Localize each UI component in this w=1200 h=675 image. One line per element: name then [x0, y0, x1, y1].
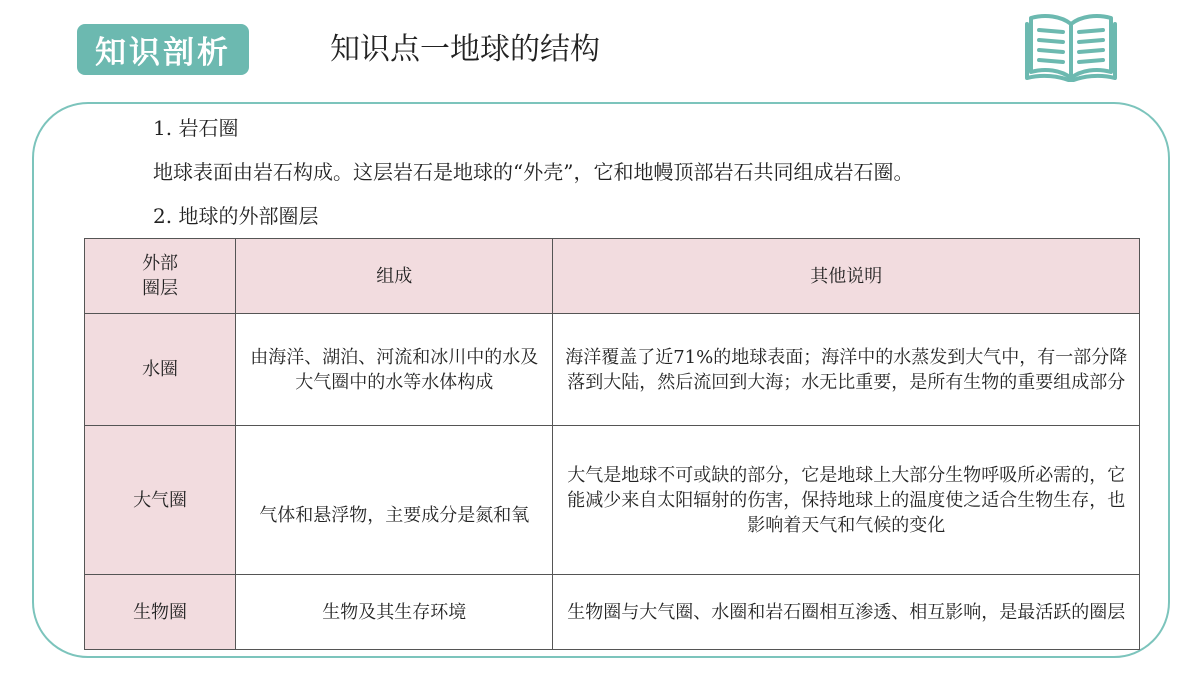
table-row — [85, 314, 1140, 426]
row-composition — [236, 426, 553, 575]
header-composition: 组成 — [236, 239, 553, 314]
section-badge: 知识剖析 — [77, 24, 249, 75]
row-description: 海洋覆盖了近71%的地球表面；海洋中的水蒸发到大气中，有一部分降落到大陆，然后流回到大海；水无比重要，是所有生物的重要组成部分 — [553, 314, 1140, 426]
open-book-icon — [1025, 10, 1117, 82]
header-layer-line2: 圈层 — [142, 278, 179, 299]
row-layer-name: 水圈 — [85, 314, 236, 426]
header-description: 其他说明 — [553, 239, 1140, 314]
row-description: 大气是地球不可或缺的部分，它是地球上大部分生物呼吸所必需的，它能减少来自太阳辐射的伤害，保持地球上的温度使之适合生物生存，也影响着天气和气候的变化 — [553, 426, 1140, 575]
row-description: 生物圈与大气圈、水圈和岩石圈相互渗透、相互影响，是最活跃的圈层 — [553, 575, 1140, 650]
row-composition: 生物及其生存环境 — [236, 575, 553, 650]
page-title: 知识点一地球的结构 — [330, 32, 600, 67]
row-composition-text: 气体和悬浮物，主要成分是氮和氧 — [259, 504, 530, 526]
item1-heading: 1. 岩石圈 — [153, 116, 239, 140]
item1-text: 地球表面由岩石构成。这层岩石是地球的“外壳”，它和地幔顶部岩石共同组成岩石圈。 — [153, 160, 914, 184]
header-layer-line1: 外部 — [142, 253, 179, 274]
header-layer — [85, 239, 236, 314]
row-layer-name: 大气圈 — [85, 426, 236, 575]
table-row — [85, 426, 1140, 575]
row-composition: 由海洋、湖泊、河流和冰川中的水及大气圈中的水等水体构成 — [236, 314, 553, 426]
table-header-row — [85, 239, 1140, 314]
outer-layers-table — [84, 238, 1140, 650]
row-layer-name: 生物圈 — [85, 575, 236, 650]
item2-heading: 2. 地球的外部圈层 — [153, 204, 319, 228]
table-row — [85, 575, 1140, 650]
